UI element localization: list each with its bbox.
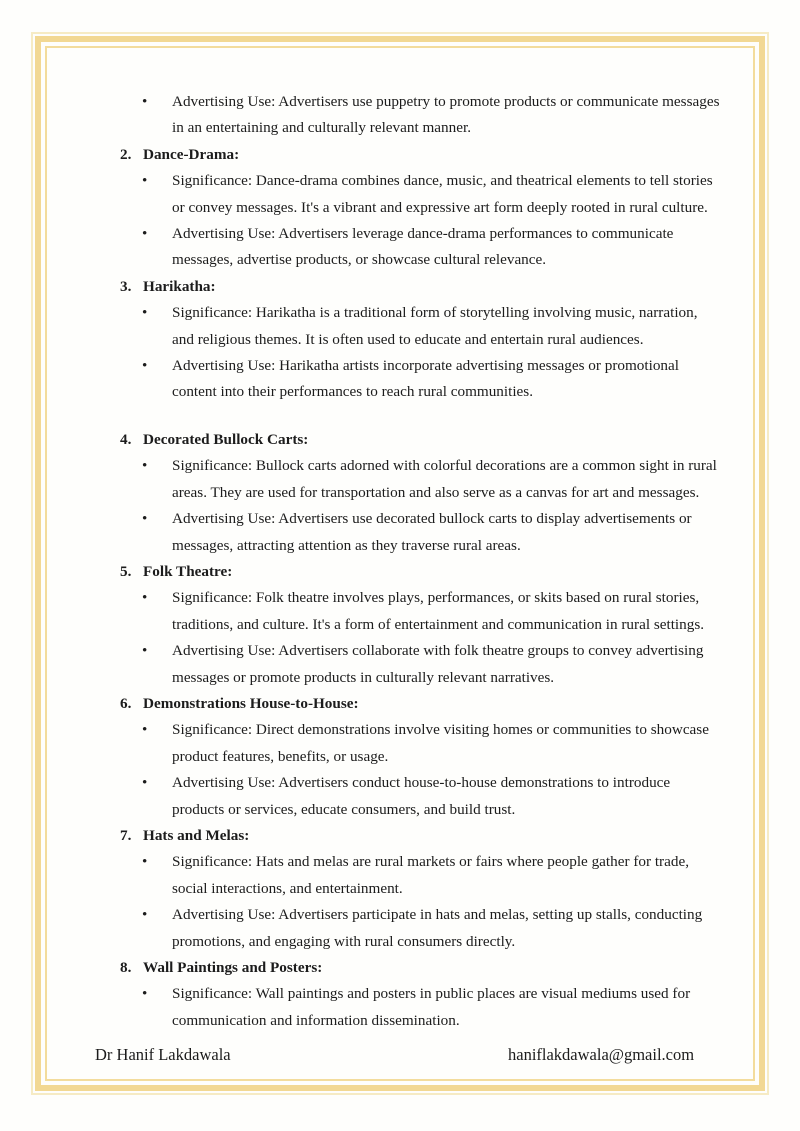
- bullet-text-line: Advertising Use: Advertisers use decorated bullock carts to display advertisements or: [172, 510, 692, 528]
- list-item-heading: [120, 559, 720, 585]
- footer-author-name: Dr Hanif Lakdawala: [95, 1045, 231, 1064]
- bullet-text-line: Advertising Use: Advertisers participate in hats and melas, setting up stalls, conducting: [172, 906, 703, 924]
- bullet-dot-icon: •: [142, 225, 148, 243]
- bullet-text: [172, 506, 692, 559]
- bullet-dot-icon: •: [142, 589, 148, 607]
- bullet-text: [172, 902, 702, 955]
- list-item-heading: [120, 955, 720, 981]
- bullet-dot-icon: •: [142, 642, 148, 660]
- bullet-text-line: Significance: Harikatha is a traditional form of storytelling involving music, narration,: [172, 304, 698, 322]
- bullet-text: [172, 585, 704, 638]
- bullet-text-line: traditions, and culture. It's a form of entertainment and communication in rural settings.: [172, 615, 705, 633]
- list-item-number: 3.: [120, 277, 132, 295]
- bullet-text-line: messages, advertise products, or showcase cultural relevance.: [172, 251, 547, 269]
- bullet-text: [172, 770, 670, 823]
- bullet-dot-icon: •: [142, 853, 148, 871]
- bullet-text-line: content into their performances to reach rural communities.: [172, 383, 533, 401]
- bullet-text-line: Advertising Use: Advertisers use puppetry to promote products or communicate messages: [172, 93, 720, 110]
- list-item-number: 2.: [120, 145, 132, 163]
- bullet-text: [172, 89, 719, 142]
- list-item-heading: [120, 427, 720, 453]
- list-bullet-item: [120, 506, 720, 559]
- bullet-text: [172, 717, 709, 770]
- list-item-number: 7.: [120, 826, 132, 844]
- list-item-heading: [120, 142, 720, 168]
- bullet-dot-icon: •: [142, 985, 148, 1003]
- bullet-text-line: Advertising Use: Advertisers conduct house-to-house demonstrations to introduce: [172, 774, 671, 792]
- list-item-heading: [120, 691, 720, 717]
- bullet-text-line: Advertising Use: Harikatha artists incorporate advertising messages or promotional: [172, 357, 679, 375]
- list-bullet-item: [120, 902, 720, 955]
- bullet-dot-icon: •: [142, 774, 148, 792]
- bullet-text-line: Significance: Folk theatre involves plays, performances, or skits based on rural stories,: [172, 589, 700, 607]
- list-item-title: Wall Paintings and Posters:: [143, 959, 323, 976]
- bullet-text-line: communication and information dissemination.: [172, 1011, 460, 1029]
- list-bullet-item: [120, 300, 720, 353]
- bullet-text: [172, 168, 713, 221]
- bullet-text: [172, 300, 698, 353]
- bullet-dot-icon: •: [142, 93, 148, 110]
- list-bullet-item: [120, 849, 720, 902]
- list-item-title: Demonstrations House-to-House:: [143, 694, 359, 712]
- footer-email-address: haniflakdawala@gmail.com: [508, 1045, 695, 1064]
- bullet-text: [172, 453, 717, 506]
- bullet-dot-icon: •: [142, 357, 148, 375]
- list-bullet-item: [120, 353, 720, 406]
- bullet-text-line: promotions, and engaging with rural consumers directly.: [172, 932, 516, 950]
- list-bullet-item: [120, 638, 720, 691]
- bullet-text-line: Advertising Use: Advertisers leverage dance-drama performances to communicate: [172, 225, 674, 243]
- list-item-number: 8.: [120, 959, 132, 976]
- bullet-dot-icon: •: [142, 457, 148, 475]
- bullet-text: [172, 353, 679, 406]
- bullet-text-line: areas. They are used for transportation and also serve as a canvas for art and messages.: [172, 483, 700, 501]
- bullet-text-line: messages or promote products in culturally relevant narratives.: [172, 668, 555, 686]
- list-bullet-item: [120, 717, 720, 770]
- list-item-heading: [120, 274, 720, 300]
- list-item-title: Harikatha:: [143, 277, 216, 295]
- bullet-dot-icon: •: [142, 721, 148, 739]
- page-footer: [0, 1045, 800, 1071]
- bullet-text-line: social interactions, and entertainment.: [172, 879, 403, 897]
- bullet-dot-icon: •: [142, 906, 148, 924]
- list-bullet-item: [120, 770, 720, 823]
- list-bullet-item: [120, 89, 720, 142]
- bullet-text-line: Significance: Hats and melas are rural markets or fairs where people gather for trade,: [172, 853, 689, 871]
- bullet-text-line: Significance: Direct demonstrations involve visiting homes or communities to showcase: [172, 721, 709, 739]
- bullet-dot-icon: •: [142, 172, 148, 190]
- bullet-text-line: Significance: Dance-drama combines dance, music, and theatrical elements to tell stories: [172, 172, 713, 190]
- bullet-text-line: Significance: Wall paintings and posters in public places are visual mediums used for: [172, 985, 691, 1003]
- bullet-text-line: Advertising Use: Advertisers collaborate with folk theatre groups to convey advertising: [172, 642, 704, 660]
- bullet-text-line: messages, attracting attention as they traverse rural areas.: [172, 536, 521, 554]
- list-item-heading: [120, 823, 720, 849]
- list-bullet-item: [120, 453, 720, 506]
- numbered-list: [120, 89, 720, 1034]
- list-item-number: 5.: [120, 562, 132, 580]
- bullet-text-line: product features, benefits, or usage.: [172, 747, 389, 765]
- bullet-dot-icon: •: [142, 510, 148, 528]
- bullet-text-line: Significance: Bullock carts adorned with colorful decorations are a common sight in rural: [172, 457, 717, 475]
- list-bullet-item: [120, 221, 720, 274]
- bullet-text-line: products or services, educate consumers, and build trust.: [172, 800, 516, 818]
- list-item-number: 4.: [120, 430, 132, 448]
- list-bullet-item: [120, 168, 720, 221]
- list-item-title: Hats and Melas:: [143, 826, 250, 844]
- bullet-text: [172, 849, 689, 902]
- list-item-title: Decorated Bullock Carts:: [143, 430, 309, 448]
- list-bullet-item: [120, 585, 720, 638]
- bullet-text: [172, 638, 703, 691]
- bullet-text-line: and religious themes. It is often used to educate and entertain rural audiences.: [172, 330, 644, 348]
- bullet-dot-icon: •: [142, 304, 148, 322]
- list-bullet-item: [120, 981, 720, 1034]
- list-item-title: Folk Theatre:: [143, 562, 233, 580]
- bullet-text: [172, 981, 690, 1034]
- bullet-text-line: or convey messages. It's a vibrant and expressive art form deeply rooted in rural culture.: [172, 198, 708, 216]
- bullet-text-line: in an entertaining and culturally relevant manner.: [172, 119, 471, 137]
- list-item-number: 6.: [120, 694, 132, 712]
- list-item-title: Dance-Drama:: [143, 145, 240, 163]
- bullet-text: [172, 221, 673, 274]
